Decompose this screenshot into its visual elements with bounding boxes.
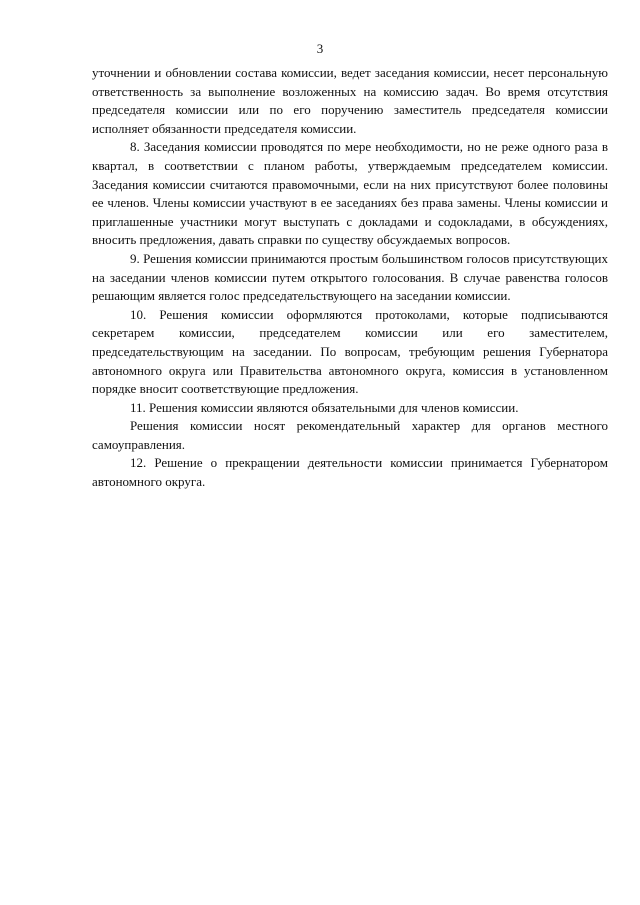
paragraph-10: 10. Решения комиссии оформляются протоколами, которые подписываются секретарем комиссии, председателем комиссии или его заместителем, председательствующим на заседании. По вопросам, требующим решения Губернатора автономного округа или Правительства автономного округа, комиссия в установленном порядке вносит соответствующие предложения. [92, 306, 608, 397]
paragraph-12: 12. Решение о прекращении деятельности комиссии принимается Губернатором автономного округа. [92, 455, 608, 490]
paragraph-9: 9. Решения комиссии принимаются простым большинством голосов присутствующих на заседании членов комиссии путем открытого голосования. В случае равенства голосов решающим является голос председательствующего на заседании комиссии. [92, 250, 608, 304]
paragraph-8: 8. Заседания комиссии проводятся по мере необходимости, но не реже одного раза в квартал, в соответствии с планом работы, утверждаемым председателем комиссии. Заседания комиссии считаются правомочными, если на них присутствуют более половины ее членов. Члены комиссии участвуют в ее заседаниях без права замены. Члены комиссии и приглашенные участники могут выступать с докладами и содокладами, в обсуждениях, вносить предложения, давать справки по существу обсуждаемых вопросов. [92, 139, 608, 248]
paragraph-11: 11. Решения комиссии являются обязательными для членов комиссии. [130, 399, 519, 415]
paragraph-11-note: Решения комиссии носят рекомендательный характер для органов местного самоуправления. [92, 418, 608, 452]
document-body [92, 64, 608, 492]
page-number: 3 [316, 41, 324, 56]
paragraph-continuation: уточнении и обновлении состава комиссии, ведет заседания комиссии, несет персональную ответственность за выполнение возложенных на комиссию задач. Во время отсутствия председателя комиссии или по его поручению заместитель председателя комиссии исполняет обязанности председателя комиссии. [92, 65, 608, 136]
